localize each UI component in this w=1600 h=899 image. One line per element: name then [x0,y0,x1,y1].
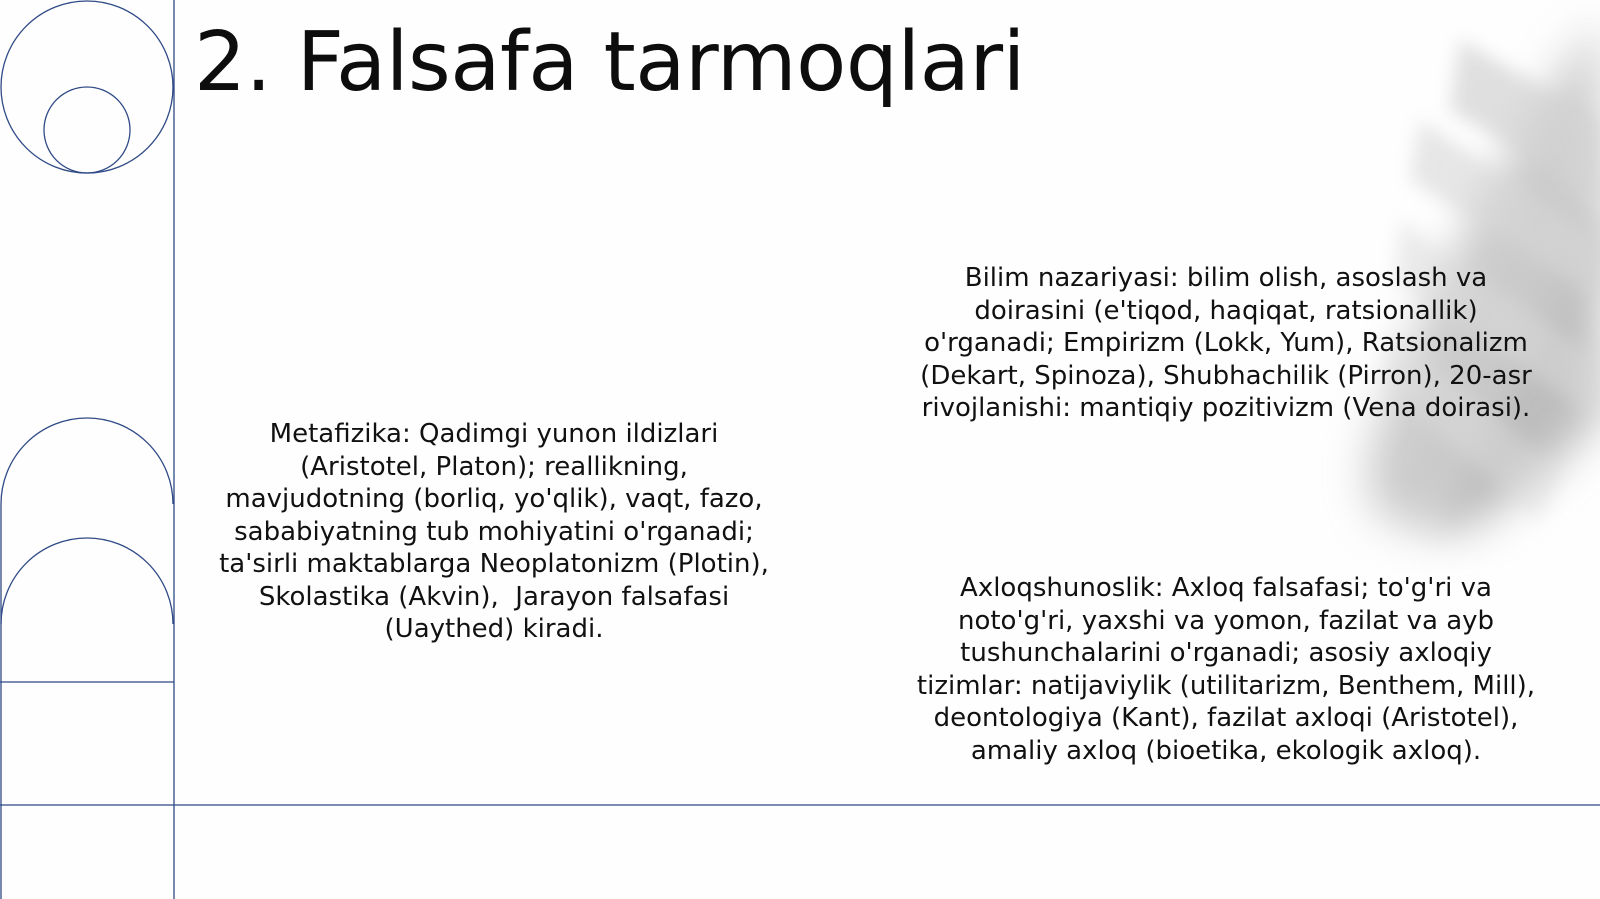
upper-arch-icon [1,418,173,504]
bilim-line: Bilim nazariyasi: bilim olish, asoslash va [964,263,1488,293]
metafizika-line: (Aristotel, Platon); reallikning, [300,451,688,482]
axloq-line: amaliy axloq (bioetika, ekologik axloq). [970,735,1482,766]
metafizika-line: mavjudotning (borliq, yo'qlik), vaqt, fazo, [225,484,763,514]
metafizika-line: (Uaythed) kiradi. [384,614,604,644]
axloq-line: tushunchalarini o'rganadi; asosiy axloqiy [960,638,1492,668]
metafizika-line: Skolastika (Akvin), Jarayon falsafasi [258,581,730,612]
metafizika-line: Metafizika: Qadimgi yunon ildizlari [269,419,719,449]
lower-arch-icon [1,538,173,624]
metafizika-line: sababiyatning tub mohiyatini o'rganadi; [234,516,754,547]
axloq-line: Axloqshunoslik: Axloq falsafasi; to'g'ri va [960,573,1492,603]
slide-title: 2. Falsafa tarmoqlari [194,15,1025,110]
bilim-line: rivojlanishi: mantiqiy pozitivizm (Vena doirasi). [921,393,1531,423]
axloq-line: tizimlar: natijaviylik (utilitarizm, Benthem, Mill), [916,670,1536,701]
bilim-line: (Dekart, Spinoza), Shubhachilik (Pirron), 20-asr [920,360,1532,391]
bilim-nazariyasi-text-block [905,262,1547,425]
small-circle-icon [44,87,130,173]
axloq-line: noto'g'ri, yaxshi va yomon, fazilat va ayb [957,605,1495,636]
bilim-line: doirasini (e'tiqod, haqiqat, ratsionallik) [974,295,1478,326]
metafizika-text-block [198,418,790,646]
axloq-line: deontologiya (Kant), fazilat axloqi (Aristotel), [933,703,1519,733]
bilim-line: o'rganadi; Empirizm (Lokk, Yum), Ratsionalizm [924,328,1528,358]
axloqshunoslik-text-block [903,572,1549,767]
metafizika-line: ta'sirli maktablarga Neoplatonizm (Plotin), [219,549,769,579]
